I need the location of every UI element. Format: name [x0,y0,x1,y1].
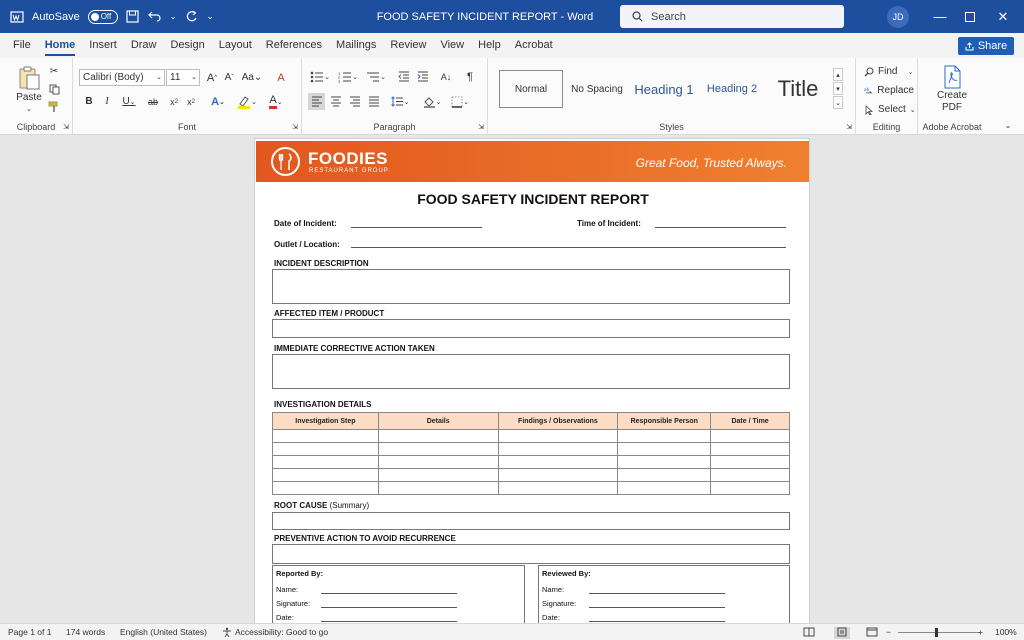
reviewed-signature-line[interactable] [589,607,725,608]
table-cell[interactable] [711,482,790,495]
table-cell[interactable] [378,443,498,456]
create-pdf-button[interactable]: Create PDF [928,64,976,114]
find-icon [864,67,874,77]
root-cause-heading: ROOT CAUSE (Summary) [274,501,370,510]
ribbon-tabs [0,33,1024,58]
table-cell[interactable] [378,456,498,469]
multilevel-list-icon[interactable]: ⌄ [380,73,386,81]
table-cell[interactable] [618,456,711,469]
decrease-indent-icon[interactable] [396,68,412,85]
table-cell[interactable] [498,469,618,482]
word-app-icon[interactable] [10,10,24,24]
customize-toolbar-icon[interactable]: ⌄ [206,11,214,21]
tab-file[interactable]: File [13,39,31,51]
reviewed-name-label: Name: [542,585,565,594]
search-input[interactable] [620,5,844,28]
time-of-incident-label: Time of Incident: [577,219,641,228]
table-cell[interactable] [273,443,379,456]
root-cause-box[interactable] [272,512,790,530]
table-header: Findings / Observations [498,413,618,430]
svg-text:3: 3 [338,78,341,83]
zoom-in-icon[interactable]: + [978,627,983,637]
shrink-font-icon[interactable]: A ˇ [224,72,234,83]
clipboard-group [0,58,73,135]
incident-description-heading: INCIDENT DESCRIPTION [274,259,369,268]
reported-by-label: Reported By: [276,569,324,578]
table-row [273,482,790,495]
underline-icon[interactable]: U ⌄ [122,96,136,107]
zoom-out-icon[interactable]: − [886,627,891,637]
reviewed-date-label: Date: [542,613,560,622]
strikethrough-icon[interactable]: ab [147,96,158,107]
zoom-slider[interactable] [898,632,980,633]
reported-signature-line[interactable] [321,607,457,608]
tab-draw[interactable]: Draw [130,39,157,51]
zoom-level[interactable]: 100% [995,627,1017,637]
align-left-icon[interactable] [308,93,325,110]
justify-icon[interactable] [365,93,382,110]
table-cell[interactable] [711,469,790,482]
acrobat-group [918,58,986,135]
shading-icon[interactable]: ⌄ [420,93,444,110]
tab-home[interactable]: Home [45,33,76,58]
table-row [273,469,790,482]
autosave-toggle[interactable] [88,10,118,24]
table-cell[interactable] [618,469,711,482]
table-cell[interactable] [498,430,618,443]
align-center-icon[interactable] [327,93,344,110]
copy-icon[interactable] [47,82,61,96]
increase-indent-icon[interactable] [415,68,431,85]
investigation-table [272,412,790,495]
tagline: Great Food, Trusted Always. [635,156,787,170]
styles-more-icon[interactable]: ⌄ [833,96,843,109]
paragraph-group-label: Paragraph [373,122,416,132]
text-effects-icon[interactable]: A ⌄ [211,95,225,108]
corrective-action-heading: IMMEDIATE CORRECTIVE ACTION TAKEN [274,344,435,353]
accessibility-status[interactable]: Accessibility: Good to go [235,627,329,637]
language-status[interactable]: English (United States) [120,627,207,637]
table-row [273,443,790,456]
tab-view[interactable]: View [440,39,465,51]
page-count[interactable]: Page 1 of 1 [8,627,52,637]
autosave-label: AutoSave [32,10,80,23]
italic-icon[interactable]: I [105,96,109,107]
redo-icon[interactable] [184,10,198,24]
undo-icon[interactable] [148,10,162,24]
align-right-icon[interactable] [346,93,363,110]
styles-group [488,58,856,135]
table-cell[interactable] [273,456,379,469]
table-cell[interactable] [378,430,498,443]
date-of-incident-line[interactable] [351,227,482,228]
paragraph-group [302,58,488,135]
change-case-icon[interactable]: Aa⌄ [241,72,263,83]
tab-references[interactable]: References [265,39,323,51]
time-of-incident-line[interactable] [655,227,786,228]
select-button[interactable]: Select ⌄ [864,102,918,117]
title-bar [0,0,1024,33]
search-placeholder: Search [651,10,686,23]
document-title: FOOD SAFETY INCIDENT REPORT - Word [376,10,594,23]
reported-name-label: Name: [276,585,299,594]
corrective-action-box[interactable] [272,354,790,389]
clipboard-launcher-icon[interactable]: ⇲ [63,124,69,131]
font-color-icon[interactable]: A ⌄ [264,93,288,110]
borders-icon[interactable]: ⌄ [448,93,472,110]
share-label: Share [977,40,1008,52]
web-layout-icon[interactable] [866,627,878,639]
investigation-table-body [273,430,790,495]
svg-text:2: 2 [338,74,341,80]
table-cell[interactable] [378,469,498,482]
preventive-action-box[interactable] [272,544,790,564]
table-cell[interactable] [711,430,790,443]
table-cell[interactable] [273,469,379,482]
tab-mailings[interactable]: Mailings [336,39,377,51]
style-title[interactable]: Title [777,76,819,101]
cut-icon[interactable]: ✂ [49,65,59,77]
reviewed-by-section [538,565,790,623]
investigation-details-heading: INVESTIGATION DETAILS [274,400,372,409]
paste-icon [18,66,40,90]
line-spacing-icon[interactable]: ⌄ [388,93,412,110]
close-icon[interactable]: ✕ [997,8,1009,24]
word-count[interactable]: 174 words [66,627,106,637]
tab-layout[interactable]: Layout [218,39,252,51]
paste-button[interactable]: Paste ⌄ [14,64,44,114]
clear-formatting-icon[interactable]: A [277,71,285,84]
superscript-icon[interactable]: x 2 [187,96,195,107]
editing-group [856,58,918,135]
table-cell[interactable] [498,443,618,456]
accessibility-icon[interactable] [222,627,232,639]
font-size-value: 11 [170,72,181,83]
autosave-state: Off [100,12,112,21]
table-cell[interactable] [618,443,711,456]
search-icon [632,11,643,22]
table-cell[interactable] [711,443,790,456]
paragraph-launcher-icon[interactable]: ⇲ [478,124,484,131]
reported-signature-label: Signature: [276,599,311,608]
tab-acrobat[interactable]: Acrobat [514,39,553,51]
svg-text:ab: ab [864,86,870,92]
clipboard-group-label: Clipboard [16,122,56,132]
styles-launcher-icon[interactable]: ⇲ [846,124,852,131]
create-pdf-icon [941,65,963,89]
affected-item-box[interactable] [272,319,790,338]
incident-description-box[interactable] [272,269,790,304]
share-button[interactable] [958,37,1014,55]
style-no-spacing[interactable]: No Spacing [571,83,623,95]
svg-text:1: 1 [338,70,341,76]
reviewed-by-label: Reviewed By: [542,569,591,578]
highlight-color-icon[interactable]: ⌄ [235,93,259,110]
table-cell[interactable] [273,430,379,443]
numbering-icon[interactable]: 1 2 3 ⌄ [338,70,358,83]
grow-font-icon[interactable]: A ^ [206,71,218,84]
share-icon [965,42,974,51]
zoom-slider-thumb[interactable] [935,628,938,637]
outlet-location-line[interactable] [351,247,786,248]
minimize-icon[interactable]: — [933,9,947,24]
maximize-icon[interactable] [955,0,985,33]
format-painter-icon[interactable] [47,100,61,114]
brand-subtitle: RESTAURANT GROUP [309,168,389,174]
table-header: Date / Time [711,413,790,430]
editing-group-label: Editing [872,122,901,132]
user-avatar[interactable]: JD [887,6,909,28]
table-cell[interactable] [378,482,498,495]
table-cell[interactable] [273,482,379,495]
font-group-label: Font [177,122,196,132]
style-normal[interactable]: Normal [499,70,563,108]
reported-date-line[interactable] [321,621,457,622]
table-header: Responsible Person [618,413,711,430]
bullets-icon[interactable]: ⌄ [308,68,332,85]
toggle-knob [91,13,99,21]
table-cell[interactable] [498,456,618,469]
sort-icon[interactable]: A↓ [440,71,452,82]
collapse-ribbon-icon[interactable]: ⌄ [1004,120,1012,130]
reviewed-date-line[interactable] [589,621,725,622]
replace-button[interactable]: ab Replace [864,85,914,96]
tab-insert[interactable]: Insert [89,39,117,51]
read-mode-icon[interactable] [803,627,815,639]
undo-dropdown-icon[interactable]: ⌄ [169,12,177,21]
tab-design[interactable]: Design [170,39,205,51]
table-header: Investigation Step [273,413,379,430]
table-cell[interactable] [498,482,618,495]
style-heading-1[interactable]: Heading 1 [634,81,694,97]
font-name-value: Calibri (Body) [83,72,144,83]
bold-icon[interactable]: B [85,96,93,107]
header-banner [256,141,809,182]
table-cell[interactable] [618,430,711,443]
status-bar [0,623,1024,640]
table-cell[interactable] [618,482,711,495]
reported-date-label: Date: [276,613,294,622]
print-layout-icon[interactable] [834,627,850,639]
font-name-combo[interactable]: Calibri (Body) ⌄ [79,69,165,86]
document-canvas[interactable] [0,136,1024,623]
report-title: FOOD SAFETY INCIDENT REPORT [417,191,649,207]
acrobat-group-label: Adobe Acrobat [922,122,982,132]
outlet-location-label: Outlet / Location: [274,240,340,249]
brand-name: FOODIES [308,149,389,168]
styles-scroll-up-icon[interactable]: ▴ [833,68,843,81]
tab-help[interactable]: Help [478,39,501,51]
root-cause-summary-suffix: (Summary) [329,501,370,510]
preventive-action-heading: PREVENTIVE ACTION TO AVOID RECURRENCE [274,534,456,543]
tab-review[interactable]: Review [390,39,427,51]
save-icon[interactable] [126,10,140,24]
font-launcher-icon[interactable]: ⇲ [292,124,298,131]
fork-knife-logo-icon [271,147,300,176]
styles-scroll-down-icon[interactable]: ▾ [833,82,843,95]
affected-item-heading: AFFECTED ITEM / PRODUCT [274,309,385,318]
table-header: Details [378,413,498,430]
reported-by-section [272,565,525,623]
reviewed-name-line[interactable] [589,593,725,594]
subscript-icon[interactable]: x 2 [170,96,178,107]
show-formatting-icon[interactable]: ¶ [467,70,473,83]
ribbon [0,58,1024,135]
styles-group-label: Styles [659,122,684,132]
style-heading-2[interactable]: Heading 2 [706,83,758,95]
date-of-incident-label: Date of Incident: [274,219,337,228]
table-cell[interactable] [711,456,790,469]
reported-name-line[interactable] [321,593,457,594]
document-page[interactable] [254,138,810,623]
font-group [73,58,302,135]
table-row [273,456,790,469]
reviewed-signature-label: Signature: [542,599,577,608]
select-cursor-icon [864,105,874,115]
replace-icon [864,86,873,96]
find-button[interactable]: Find ⌄ [864,64,914,79]
font-size-combo[interactable]: 11 ⌄ [166,69,200,86]
table-row [273,430,790,443]
